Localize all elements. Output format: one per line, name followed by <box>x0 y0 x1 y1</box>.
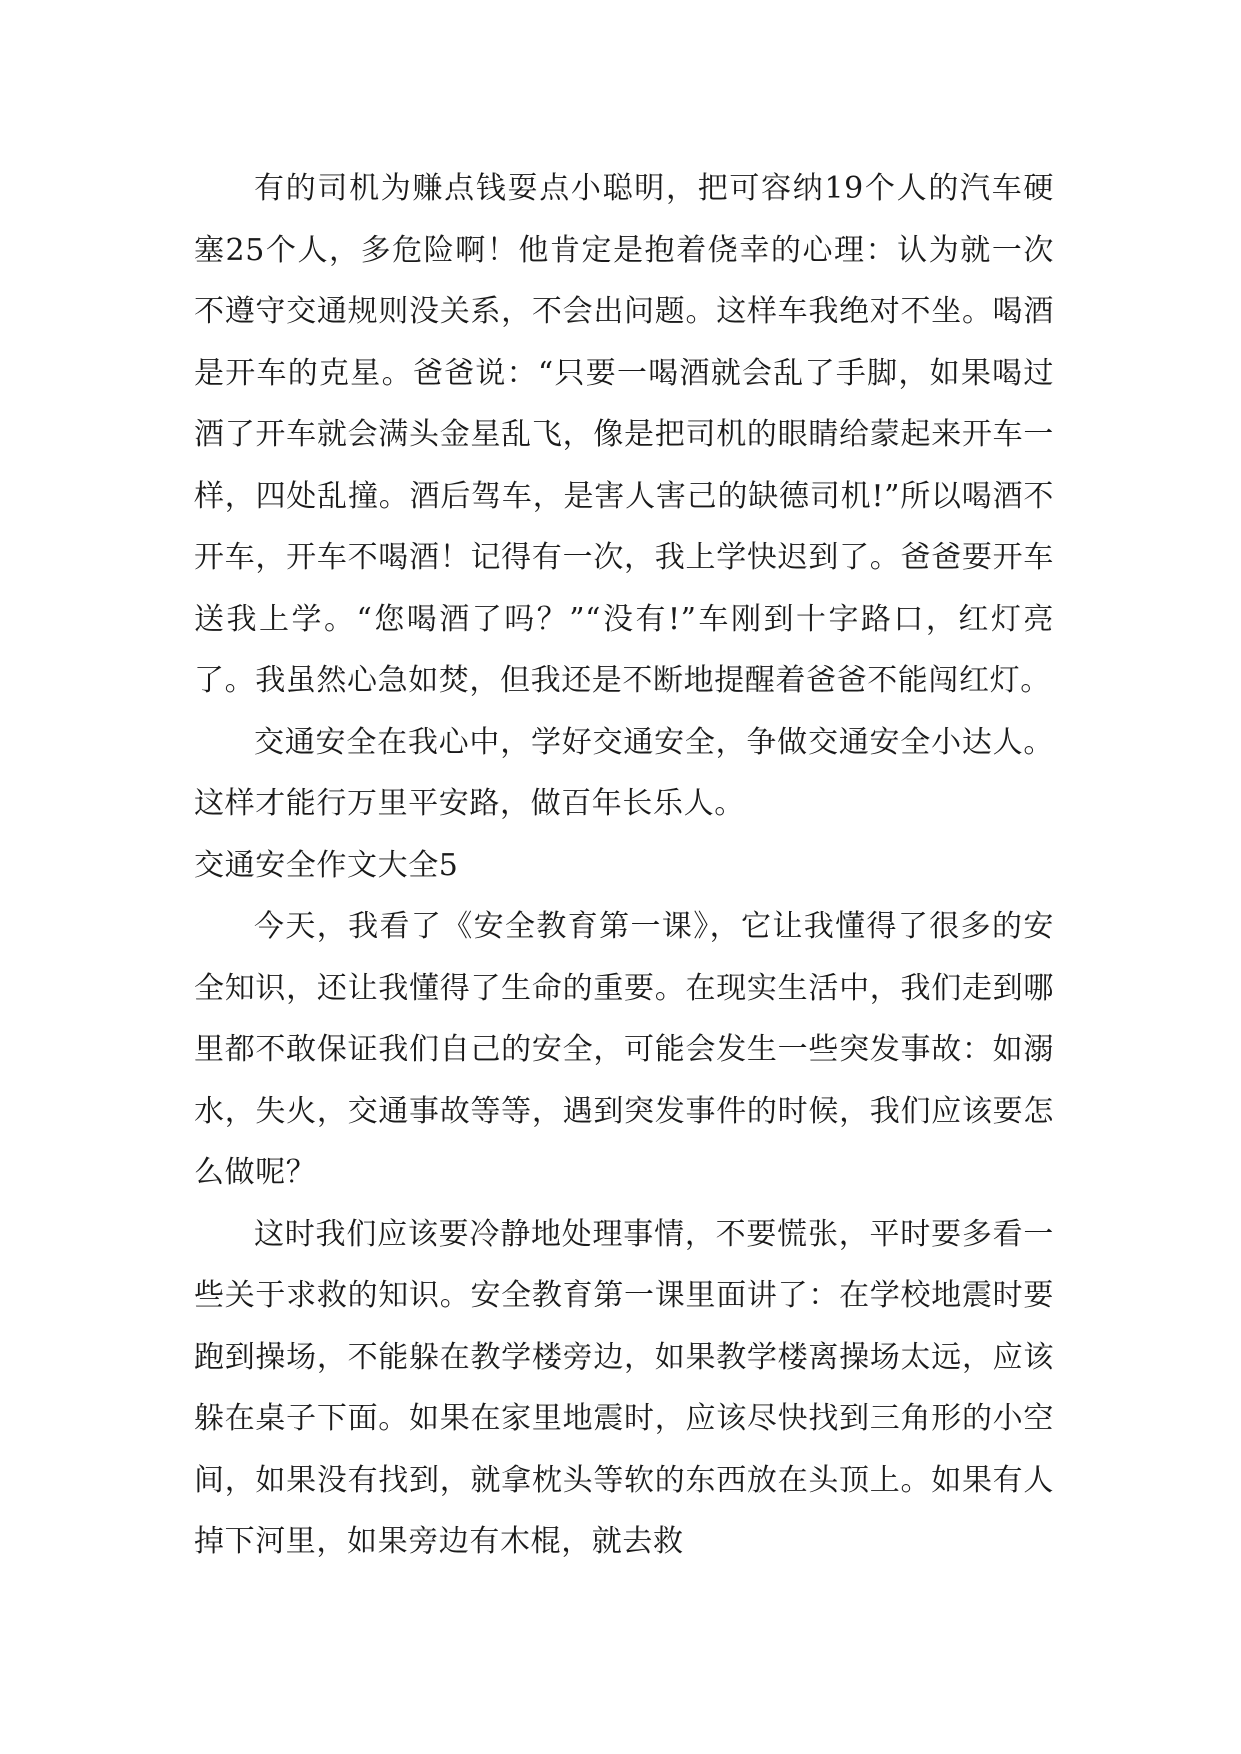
section-title: 交通安全作文大全5 <box>194 847 459 883</box>
document-page <box>194 158 1054 1573</box>
paragraph-safety-lesson: 今天，我看了《安全教育第一课》，它让我懂得了很多的安全知识，还让我懂得了生命的重要。在现实生活中，我们走到哪里都不敢保证我们自己的安全，可能会发生一些突发事故：如溺水，失火，交通事故等等，遇到突发事件的时候，我们应该要怎么做呢？ <box>194 909 1054 1190</box>
paragraph-traffic-safety-conclusion: 交通安全在我心中，学好交通安全，争做交通安全小达人。这样才能行万里平安路，做百年长乐人。 <box>194 724 1054 821</box>
paragraph-emergency-response: 这时我们应该要冷静地处理事情，不要慌张，平时要多看一些关于求救的知识。安全教育第一课里面讲了：在学校地震时要跑到操场，不能躲在教学楼旁边，如果教学楼离操场太远，应该躲在桌子下面。如果在家里地震时，应该尽快找到三角形的小空间，如果没有找到，就拿枕头等软的东西放在头顶上。如果有人掉下河里，如果旁边有木棍，就去救 <box>194 1216 1054 1559</box>
paragraph-drink-driving: 有的司机为赚点钱耍点小聪明，把可容纳19个人的汽车硬塞25个人，多危险啊！他肯定是抱着侥幸的心理：认为就一次不遵守交通规则没关系，不会出问题。这样车我绝对不坐。喝酒是开车的克星。爸爸说：“只要一喝酒就会乱了手脚，如果喝过酒了开车就会满头金星乱飞，像是把司机的眼睛给蒙起来开车一样，四处乱撞。酒后驾车，是害人害己的缺德司机!”所以喝酒不开车，开车不喝酒！记得有一次，我上学快迟到了。爸爸要开车送我上学。“您喝酒了吗？”“没有!”车刚到十字路口，红灯亮了。我虽然心急如焚，但我还是不断地提醒着爸爸不能闯红灯。 <box>194 171 1054 698</box>
